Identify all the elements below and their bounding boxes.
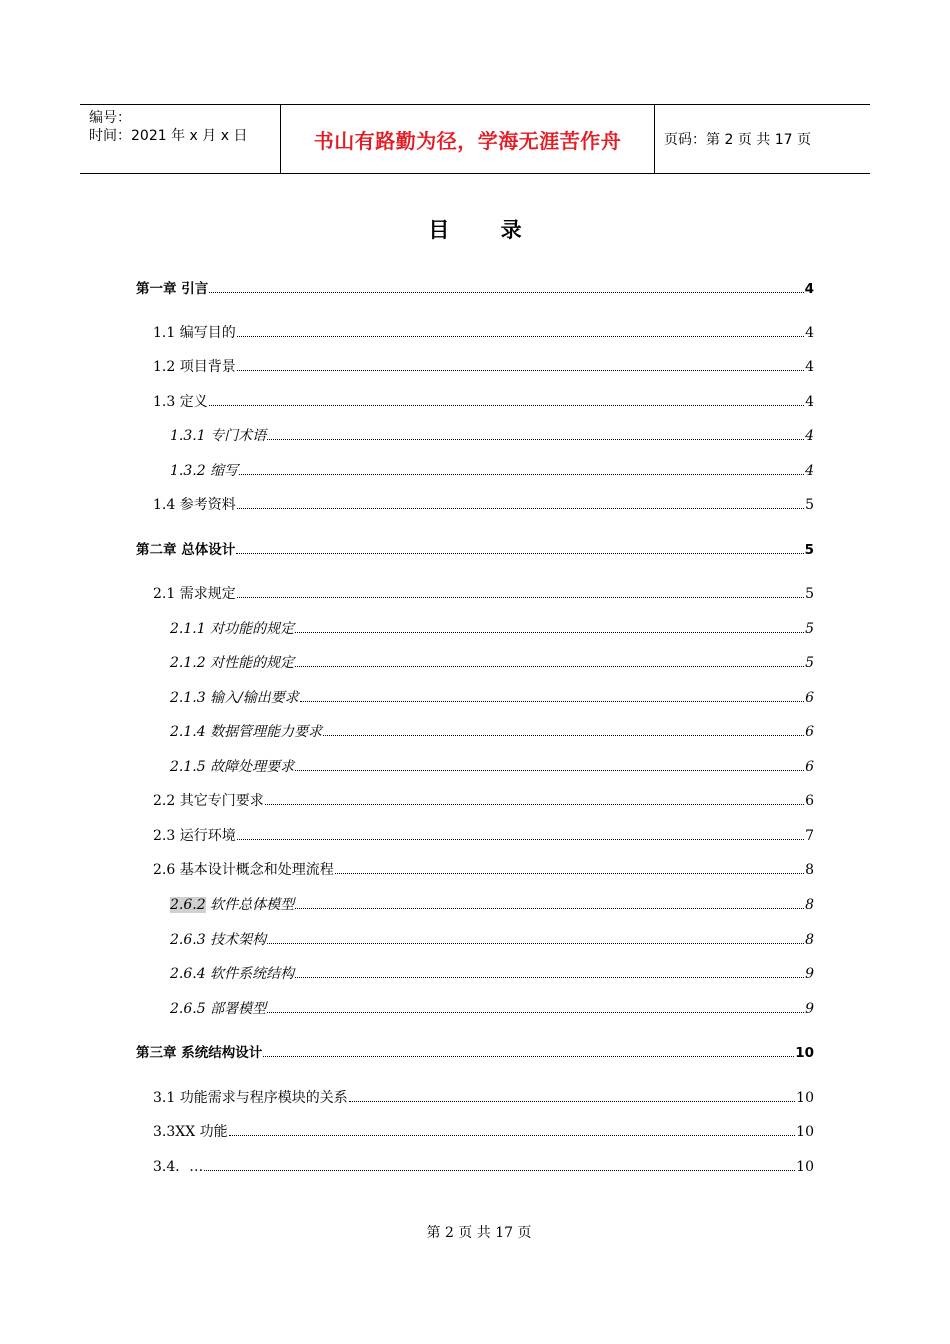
- toc-entry[interactable]: [170, 654, 814, 672]
- toc-entry-page: 10: [796, 1159, 814, 1175]
- toc-leader-dots: [237, 336, 804, 337]
- toc-entry-page: 5: [804, 542, 814, 558]
- toc-entry-label: 2.1 需求规定: [153, 586, 236, 602]
- toc-leader-dots: [295, 666, 804, 667]
- toc-entry[interactable]: [153, 393, 814, 411]
- header-page-info: 页码：第 2 页 共 17 页: [664, 132, 811, 148]
- toc-entry-page: 8: [805, 897, 814, 913]
- toc-entry-label: 3.4．…: [153, 1159, 204, 1175]
- toc-entry[interactable]: [170, 723, 814, 741]
- toc-entry-page: 6: [805, 793, 814, 809]
- toc-leader-dots: [237, 839, 804, 840]
- toc-entry-page: 7: [805, 828, 814, 844]
- toc-entry[interactable]: [153, 1123, 814, 1141]
- header-meta: [80, 105, 281, 173]
- toc-entry-label: 3.3XX 功能: [153, 1124, 228, 1140]
- toc-entry-page: 5: [805, 586, 814, 602]
- toc-entry[interactable]: [153, 861, 814, 879]
- toc-leader-dots: [300, 701, 804, 702]
- toc-entry-label: 2.1.5 故障处理要求: [170, 759, 295, 775]
- toc-entry-label: 2.1.2 对性能的规定: [170, 655, 295, 671]
- toc-entry-label: 2.1.4 数据管理能力要求: [170, 724, 323, 740]
- toc-entry[interactable]: [170, 689, 814, 707]
- toc-entry-page: 4: [805, 394, 814, 410]
- toc-entry-label: 第二章 总体设计: [136, 542, 236, 558]
- toc-entry[interactable]: [170, 896, 814, 914]
- toc-leader-dots: [349, 1101, 795, 1102]
- toc-leader-dots: [239, 474, 804, 475]
- toc-leader-dots: [204, 1170, 795, 1171]
- toc-entry-label: 2.1.1 对功能的规定: [170, 621, 295, 637]
- toc-entry-label: 1.4 参考资料: [153, 497, 236, 513]
- toc-leader-dots: [295, 908, 804, 909]
- page-header: [80, 104, 870, 174]
- toc-entry-page: 5: [805, 497, 814, 513]
- toc-entry-chapter-1[interactable]: [136, 280, 814, 298]
- toc-entry-page: 4: [805, 428, 814, 444]
- toc-entry-page: 6: [805, 724, 814, 740]
- toc-entry-page: 4: [805, 325, 814, 341]
- toc-leader-dots: [209, 292, 803, 293]
- toc-entry[interactable]: [170, 931, 814, 949]
- toc-entry[interactable]: [170, 427, 814, 445]
- toc-leader-dots: [229, 1135, 796, 1136]
- toc-entry-page: 8: [805, 862, 814, 878]
- toc-entry[interactable]: [153, 1158, 814, 1176]
- toc-leader-dots: [335, 873, 804, 874]
- highlighted-section-number: 2.6.2: [170, 897, 206, 913]
- toc-entry-label: 1.1 编写目的: [153, 325, 236, 341]
- toc-leader-dots: [295, 770, 804, 771]
- toc-entry[interactable]: [153, 1089, 814, 1107]
- toc-entry-chapter-3[interactable]: [136, 1044, 814, 1062]
- toc-entry-page: 9: [805, 966, 814, 982]
- toc-entry-page: 6: [805, 690, 814, 706]
- toc-entry-label: 2.6.3 技术架构: [170, 932, 267, 948]
- toc-leader-dots: [295, 632, 804, 633]
- toc-entry-label: 1.3.2 缩写: [170, 463, 239, 479]
- toc-leader-dots: [267, 439, 804, 440]
- toc-entry-page: 4: [805, 359, 814, 375]
- toc-entry-page: 9: [805, 1001, 814, 1017]
- toc-entry[interactable]: [170, 965, 814, 983]
- toc-entry[interactable]: [170, 758, 814, 776]
- document-date: 时间：2021 年 x 月 x 日: [89, 128, 248, 144]
- toc-entry-page: 4: [805, 463, 814, 479]
- toc-entry[interactable]: [170, 620, 814, 638]
- toc-leader-dots: [295, 977, 804, 978]
- toc-entry-page: 8: [805, 932, 814, 948]
- toc-entry-page: 10: [796, 1090, 814, 1106]
- document-number-label: 编号：: [89, 110, 131, 126]
- toc-entry-page: 5: [805, 655, 814, 671]
- toc-entry[interactable]: [153, 585, 814, 603]
- toc-entry-label: 1.2 项目背景: [153, 359, 236, 375]
- toc-entry-page: 4: [804, 281, 814, 297]
- header-motto: 书山有路勤为径，学海无涯苦作舟: [281, 105, 655, 173]
- page-footer: 第 2 页 共 17 页: [426, 1225, 532, 1241]
- toc-entry-label: 2.6.2 软件总体模型: [170, 897, 295, 913]
- toc-entry-label: 2.6 基本设计概念和处理流程: [153, 862, 334, 878]
- toc-title: 目 录: [428, 218, 544, 242]
- toc-entry[interactable]: [170, 1000, 814, 1018]
- toc-entry[interactable]: [153, 496, 814, 514]
- toc-entry[interactable]: [153, 358, 814, 376]
- toc-entry-label: 2.6.4 软件系统结构: [170, 966, 295, 982]
- toc-entry-page: 6: [805, 759, 814, 775]
- toc-leader-dots: [267, 1012, 804, 1013]
- toc-entry-chapter-2[interactable]: [136, 541, 814, 559]
- toc-leader-dots: [237, 597, 804, 598]
- toc-entry-label: 1.3.1 专门术语: [170, 428, 267, 444]
- toc-leader-dots: [209, 405, 804, 406]
- toc-entry-label: 第三章 系统结构设计: [136, 1045, 263, 1061]
- toc-entry[interactable]: [153, 792, 814, 810]
- toc-entry-page: 5: [805, 621, 814, 637]
- toc-entry-page: 10: [795, 1045, 814, 1061]
- toc-entry[interactable]: [170, 462, 814, 480]
- toc-entry-label: 第一章 引言: [136, 281, 209, 297]
- toc-leader-dots: [237, 508, 804, 509]
- toc-entry-page: 10: [796, 1124, 814, 1140]
- toc-entry[interactable]: [153, 324, 814, 342]
- toc-leader-dots: [263, 1056, 794, 1057]
- toc-leader-dots: [265, 804, 804, 805]
- toc-entry-label: 2.1.3 输入/输出要求: [170, 690, 299, 706]
- toc-leader-dots: [323, 735, 804, 736]
- toc-entry-label: 2.6.5 部署模型: [170, 1001, 267, 1017]
- toc-entry-label: 3.1 功能需求与程序模块的关系: [153, 1090, 348, 1106]
- toc-leader-dots: [267, 943, 804, 944]
- toc-entry-label: 1.3 定义: [153, 394, 208, 410]
- toc-leader-dots: [237, 370, 804, 371]
- toc-entry-label: 2.2 其它专门要求: [153, 793, 264, 809]
- toc-entry[interactable]: [153, 827, 814, 845]
- toc-entry-label: 2.3 运行环境: [153, 828, 236, 844]
- toc-leader-dots: [236, 553, 803, 554]
